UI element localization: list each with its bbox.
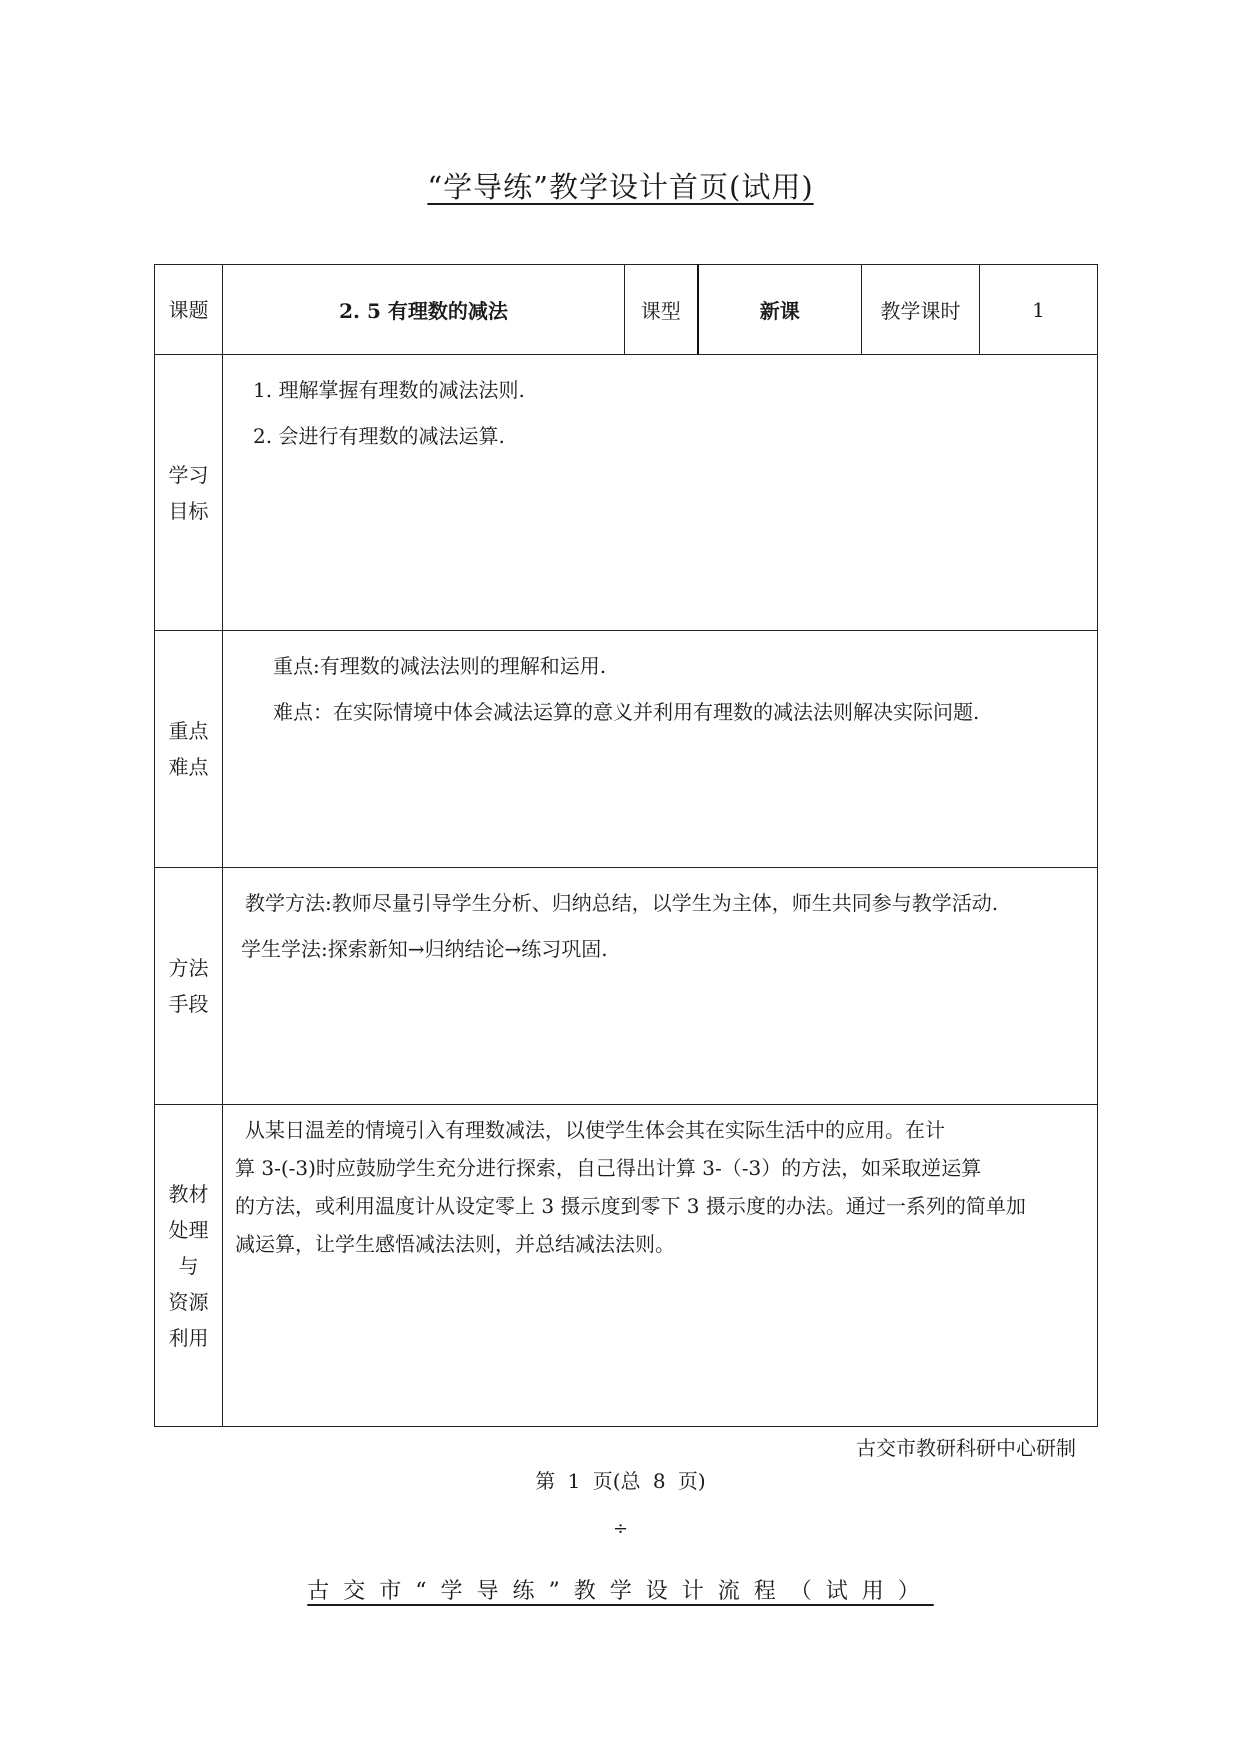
- materials-row: [155, 1105, 1098, 1427]
- materials-label-line: 教材: [168, 1181, 209, 1206]
- materials-label-line: 处理: [168, 1217, 209, 1242]
- page-title-text: “学导练”教学设计首页(试用): [427, 170, 814, 204]
- type-label: 课型: [625, 265, 698, 355]
- methods-label-line: 手段: [168, 992, 209, 1016]
- header-row: [155, 265, 1098, 355]
- page-number: 第 1 页(总 8 页): [535, 1469, 706, 1493]
- goals-label-line: 目标: [168, 498, 209, 523]
- hours-label: 教学课时: [862, 265, 980, 355]
- goals-row: [155, 355, 1098, 631]
- type-value: 新课: [698, 265, 862, 355]
- materials-label: [155, 1105, 223, 1427]
- methods-label-line: 方法: [168, 956, 209, 980]
- materials-line: 减运算，让学生感悟减法法则，并总结减法法则。: [235, 1232, 675, 1256]
- page-break-mark: ÷: [612, 1518, 629, 1539]
- key-points-row: [155, 631, 1098, 868]
- topic-value: 2. 5 有理数的减法: [223, 265, 625, 355]
- key-points-line: 难点：在实际情境中体会减法运算的意义并利用有理数的减法法则解决实际问题.: [273, 700, 980, 724]
- topic-label: 课题: [155, 265, 223, 355]
- key-points-content: [223, 631, 1098, 868]
- key-points-label-line: 重点: [168, 719, 209, 743]
- methods-line: 学生学法:探索新知→归纳结论→练习巩固.: [241, 937, 608, 961]
- goals-line: 1. 理解掌握有理数的减法法则.: [253, 378, 525, 402]
- methods-row: [155, 868, 1098, 1105]
- next-page-title-text: 古交市“学导练”教学设计流程（试用）: [307, 1579, 934, 1604]
- goals-label-line: 学习: [168, 462, 209, 487]
- materials-content: [223, 1105, 1098, 1427]
- materials-line: 的方法，或利用温度计从设定零上 3 摄示度到零下 3 摄示度的办法。通过一系列的简单加: [235, 1194, 1026, 1218]
- hours-value: 1: [980, 265, 1098, 355]
- goals-line: 2. 会进行有理数的减法运算.: [253, 424, 505, 448]
- page-title: [0, 165, 1241, 206]
- materials-label-line: 利用: [168, 1325, 209, 1350]
- lesson-design-table: [154, 264, 1098, 1427]
- key-points-line: 重点:有理数的减法法则的理解和运用.: [273, 654, 607, 678]
- goals-label: [155, 355, 223, 631]
- materials-label-line: 资源: [168, 1289, 209, 1314]
- key-points-label: [155, 631, 223, 868]
- goals-content: [223, 355, 1098, 631]
- methods-line: 教学方法:教师尽量引导学生分析、归纳总结，以学生为主体，师生共同参与教学活动.: [245, 891, 999, 915]
- materials-label-line: 与: [178, 1253, 199, 1278]
- materials-line: 从某日温差的情境引入有理数减法，以使学生体会其在实际生活中的应用。在计: [245, 1118, 945, 1142]
- footer-organization: 古交市教研科研中心研制: [856, 1436, 1076, 1460]
- next-page-title: [0, 1574, 1241, 1605]
- methods-content: [223, 868, 1098, 1105]
- key-points-label-line: 难点: [168, 755, 209, 779]
- methods-label: [155, 868, 223, 1105]
- materials-line: 算 3-(-3)时应鼓励学生充分进行探索，自己得出计算 3-（-3）的方法，如采取逆运算: [235, 1156, 982, 1180]
